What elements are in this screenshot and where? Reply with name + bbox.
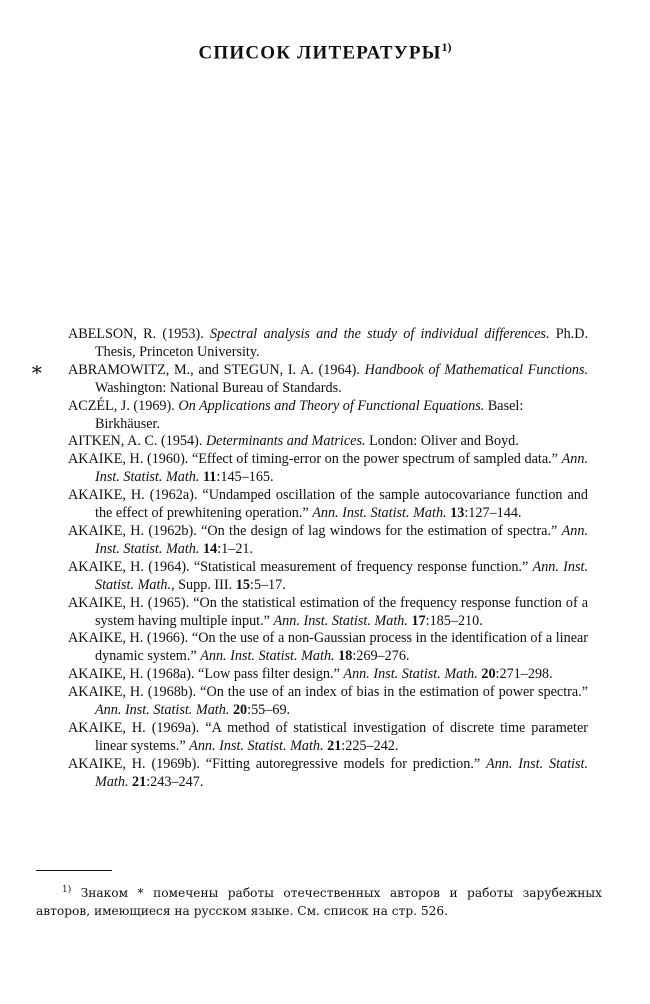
- reference-year: (1968b).: [147, 684, 197, 701]
- page-title-text: СПИСОК ЛИТЕРАТУРЫ: [198, 42, 442, 64]
- reference-pages: :271–298.: [495, 666, 553, 683]
- reference-entry: [68, 523, 588, 559]
- reference-volume: 20: [481, 666, 496, 683]
- reference-author: AKAIKE, H.: [68, 755, 146, 772]
- reference-year: (1962b).: [148, 522, 197, 539]
- russian-translation-star-icon: ∗: [30, 358, 44, 381]
- reference-entry: [68, 326, 588, 362]
- reference-pages: :185–210.: [425, 612, 483, 629]
- reference-volume: 20: [232, 702, 248, 719]
- reference-entry: [68, 433, 588, 451]
- reference-publisher: Ph.D. Thesis, Princeton University.: [95, 326, 589, 360]
- reference-year: (1969a).: [151, 719, 200, 736]
- reference-author: ACZÉL, J.: [68, 397, 130, 414]
- reference-year: (1960).: [146, 451, 189, 468]
- reference-author: AKAIKE, H.: [68, 594, 144, 611]
- reference-author: AKAIKE, H.: [68, 630, 144, 647]
- reference-journal: Ann. Inst. Statist. Math.: [95, 522, 589, 557]
- reference-volume: 21: [327, 737, 342, 754]
- reference-pages: :269–276.: [352, 648, 410, 665]
- reference-entry: [68, 684, 588, 720]
- reference-title: “Undamped oscillation of the sample autocovariance function and the effect of prewhitening operation.”: [95, 487, 588, 522]
- reference-pages: :145–165.: [216, 469, 274, 486]
- reference-title: “Low pass filter design.”: [198, 666, 340, 683]
- reference-volume: 21: [132, 773, 147, 790]
- reference-entry: [68, 487, 588, 523]
- reference-author: AKAIKE, H.: [68, 522, 145, 539]
- footnote: [36, 882, 602, 920]
- reference-volume: 15: [235, 576, 250, 593]
- reference-volume: 13: [450, 505, 465, 522]
- reference-title: Determinants and Matrices.: [205, 433, 366, 450]
- reference-year: (1962a).: [149, 487, 198, 504]
- reference-entry: [68, 630, 588, 666]
- reference-author: ABELSON, R.: [68, 326, 157, 342]
- reference-year: (1969).: [133, 397, 175, 414]
- reference-title: Handbook of Mathematical Functions.: [364, 361, 589, 378]
- reference-publisher: Basel: Birkhäuser.: [95, 397, 524, 432]
- reference-year: (1954).: [161, 433, 203, 450]
- reference-title: “Effect of timing-error on the power spectrum of sampled data.”: [191, 451, 558, 468]
- reference-journal: Ann. Inst. Statist. Math.: [343, 666, 478, 683]
- reference-journal: Ann. Inst. Statist. Math.: [189, 737, 324, 754]
- reference-volume: 11: [203, 469, 217, 486]
- reference-entry: [68, 398, 588, 434]
- reference-supplement: Supp. III.: [178, 576, 233, 593]
- reference-author: AITKEN, A. C.: [68, 433, 158, 450]
- reference-title: “Fitting autoregressive models for prediction.”: [205, 755, 481, 772]
- footnote-text: Знаком * помечены работы отечественных авторов и работы зарубежных авторов, имеющиеся на русском языке. См. список на стр. 526.: [36, 886, 602, 918]
- reference-year: (1965).: [147, 594, 190, 611]
- reference-year: (1966).: [146, 630, 189, 647]
- reference-author: AKAIKE, H.: [68, 719, 146, 736]
- reference-title: “On the use of a non-Gaussian process in the identification of a linear dynamic system.”: [95, 630, 589, 665]
- reference-volume: 14: [203, 540, 218, 557]
- reference-journal: Ann. Inst. Statist. Math.: [312, 505, 447, 522]
- reference-title: “On the design of lag windows for the estimation of spectra.”: [201, 522, 558, 539]
- reference-journal: Ann. Inst. Statist. Math.: [95, 451, 589, 486]
- reference-title: “Statistical measurement of frequency response function.”: [193, 558, 529, 575]
- reference-publisher: Washington: National Bureau of Standards.: [95, 379, 342, 396]
- reference-author: AKAIKE, H.: [68, 451, 144, 468]
- reference-entry: [68, 756, 588, 792]
- reference-title: Spectral analysis and the study of individual differences.: [209, 326, 550, 342]
- reference-title: “A method of statistical investigation of discrete time parameter linear systems.”: [95, 719, 589, 754]
- reference-journal: Ann. Inst. Statist. Math.: [200, 648, 335, 665]
- reference-volume: 18: [338, 648, 353, 665]
- reference-pages: :225–242.: [341, 737, 399, 754]
- reference-pages: :55–69.: [247, 702, 291, 719]
- reference-entry: [30, 358, 589, 398]
- reference-title: “On the statistical estimation of the frequency response function of a system having multiple input.”: [95, 594, 589, 629]
- reference-title: On Applications and Theory of Functional Equations.: [178, 397, 485, 414]
- reference-list: [30, 326, 589, 792]
- title-footnote-mark: 1): [441, 40, 452, 54]
- reference-author: AKAIKE, H.: [68, 487, 145, 504]
- reference-year: (1968a).: [146, 666, 195, 683]
- reference-entry: [68, 595, 588, 631]
- reference-year: (1964).: [148, 558, 190, 575]
- reference-author: AKAIKE, H.: [68, 558, 144, 575]
- reference-pages: :243–247.: [146, 773, 204, 790]
- reference-year: (1964).: [318, 361, 360, 378]
- reference-entry: [68, 666, 588, 684]
- reference-title: “On the use of an index of bias in the estimation of power spectra.”: [200, 684, 589, 701]
- reference-journal: Ann. Inst. Statist. Math.: [95, 702, 230, 719]
- reference-pages: :1–21.: [217, 540, 254, 557]
- reference-journal: Ann. Inst. Statist. Math.,: [95, 558, 589, 593]
- page-title: [0, 40, 650, 64]
- reference-volume: 17: [411, 612, 426, 629]
- reference-entry: [68, 559, 588, 595]
- footnote-mark: 1): [62, 885, 72, 895]
- reference-author: AKAIKE, H.: [68, 666, 144, 683]
- footnote-divider: [36, 870, 112, 871]
- reference-pages: :5–17.: [249, 576, 286, 593]
- reference-pages: :127–144.: [464, 505, 522, 522]
- reference-publisher: London: Oliver and Boyd.: [369, 433, 519, 450]
- reference-year: (1969b).: [151, 755, 200, 772]
- reference-year: (1953).: [162, 326, 204, 342]
- reference-author: ABRAMOWITZ, M., and STEGUN, I. A.: [68, 361, 314, 378]
- reference-journal: Ann. Inst. Statist. Math.: [95, 755, 588, 790]
- reference-journal: Ann. Inst. Statist. Math.: [273, 612, 408, 629]
- reference-entry: [68, 451, 588, 487]
- reference-author: AKAIKE, H.: [68, 684, 144, 701]
- reference-entry: [68, 720, 588, 756]
